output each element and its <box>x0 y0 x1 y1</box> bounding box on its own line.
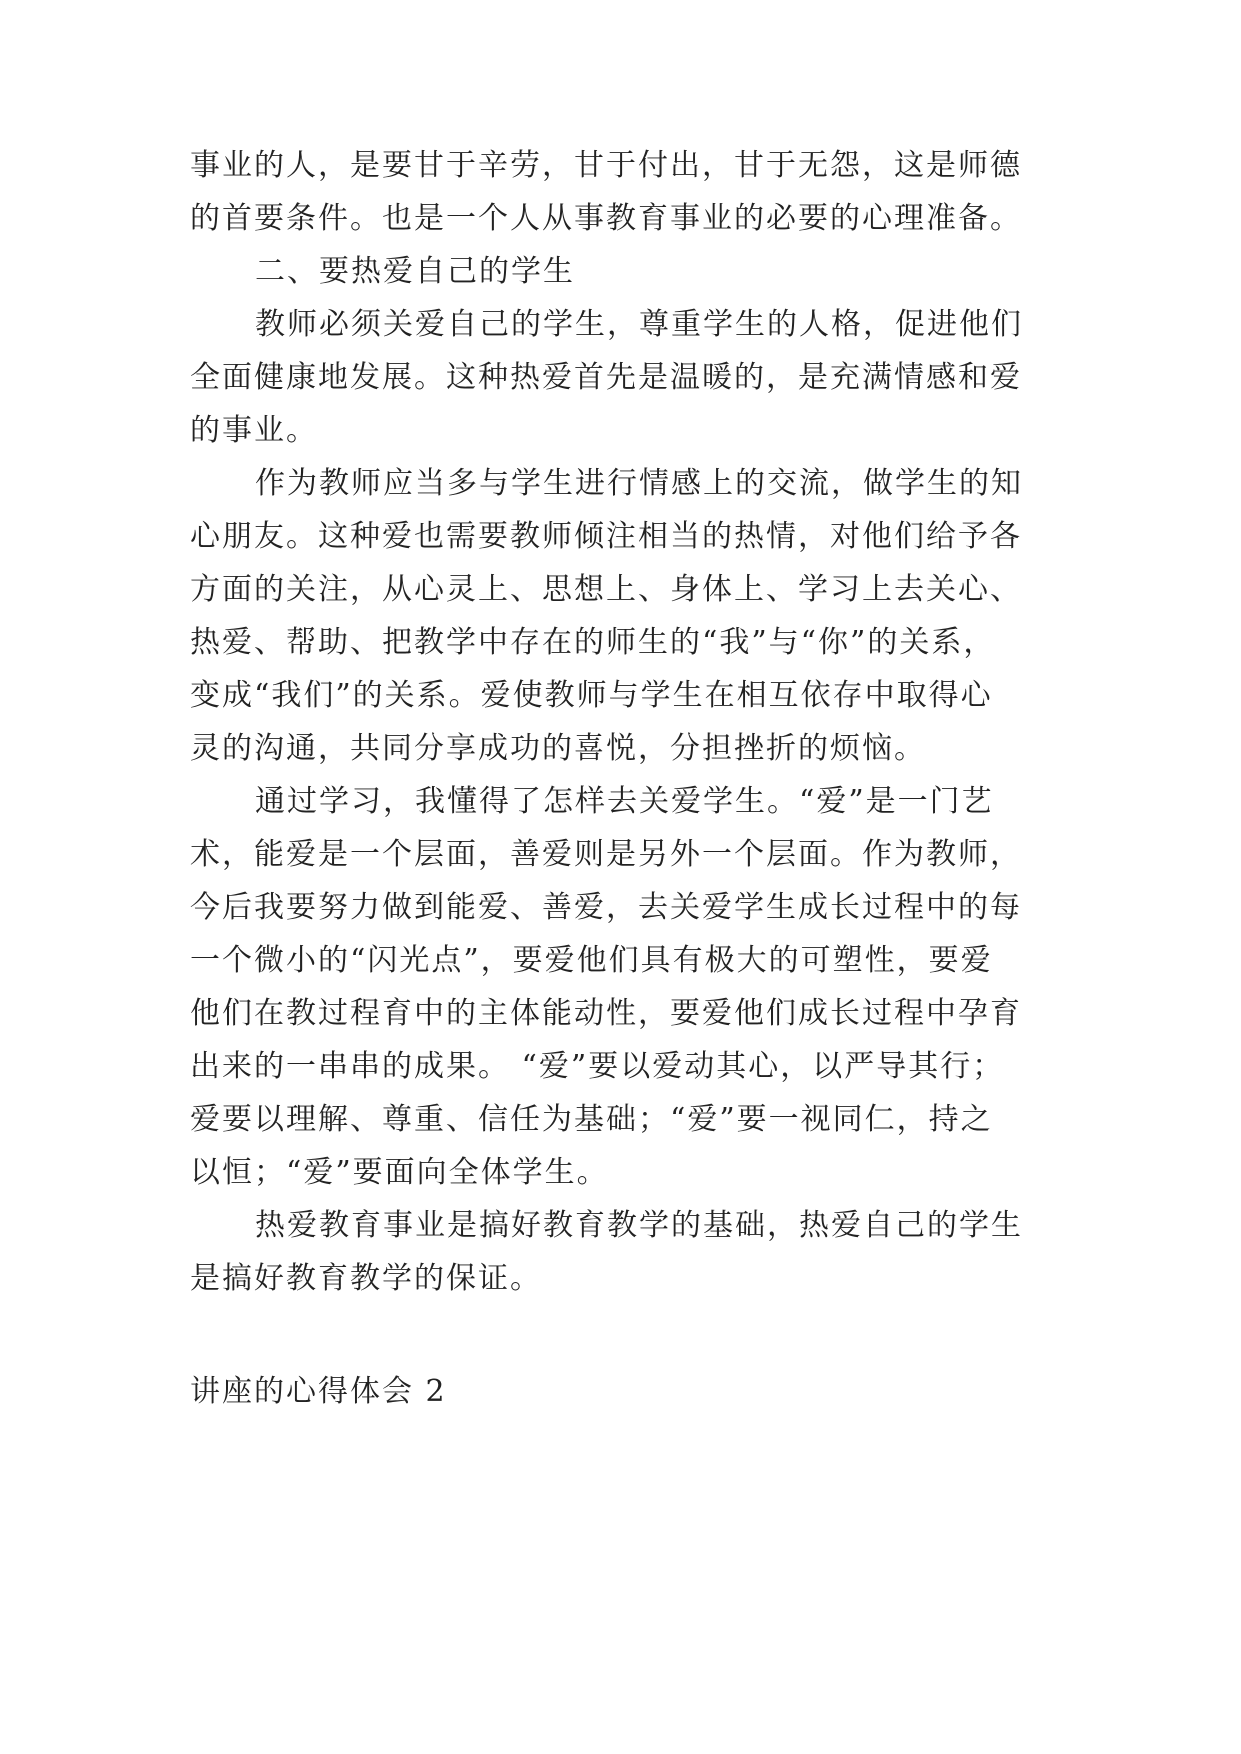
paragraph-line: 是搞好教育教学的保证。 <box>190 1261 542 1296</box>
paragraph-line: 一个微小的“闪光点”，要爱他们具有极大的可塑性，要爱 <box>190 943 993 978</box>
paragraph-line: 灵的沟通，共同分享成功的喜悦，分担挫折的烦恼。 <box>190 731 926 766</box>
paragraph-line: 热爱、帮助、把教学中存在的师生的“我”与“你”的关系， <box>190 625 996 660</box>
paragraph-line: 方面的关注，从心灵上、思想上、身体上、学习上去关心、 <box>190 572 1022 607</box>
paragraph-line: 全面健康地发展。这种热爱首先是温暖的，是充满情感和爱 <box>190 360 1022 395</box>
paragraph-line: 通过学习，我懂得了怎样去关爱学生。“爱”是一门艺 <box>255 784 994 819</box>
paragraph-line: 事业的人，是要甘于辛劳，甘于付出，甘于无怨，这是师德 <box>190 148 1022 183</box>
paragraph-line: 出来的一串串的成果。 “爱”要以爱动其心，以严导其行； <box>190 1049 1005 1084</box>
paragraph-line: 作为教师应当多与学生进行情感上的交流，做学生的知 <box>255 466 1023 501</box>
paragraph-line: 变成“我们”的关系。爱使教师与学生在相互依存中取得心 <box>190 678 993 713</box>
paragraph-line: 爱要以理解、尊重、信任为基础；“爱”要一视同仁，持之 <box>190 1102 993 1137</box>
paragraph-line: 今后我要努力做到能爱、善爱，去关爱学生成长过程中的每 <box>190 890 1022 925</box>
paragraph-line: 术，能爱是一个层面，善爱则是另外一个层面。作为教师， <box>190 837 1022 872</box>
paragraph-line: 他们在教过程育中的主体能动性，要爱他们成长过程中孕育 <box>190 996 1022 1031</box>
paragraph-line: 以恒；“爱”要面向全体学生。 <box>190 1155 609 1190</box>
paragraph-line: 的首要条件。也是一个人从事教育事业的必要的心理准备。 <box>190 201 1022 236</box>
paragraph-line: 热爱教育事业是搞好教育教学的基础，热爱自己的学生 <box>255 1208 1023 1243</box>
paragraph-line: 教师必须关爱自己的学生，尊重学生的人格，促进他们 <box>255 307 1023 342</box>
paragraph-line: 心朋友。这种爱也需要教师倾注相当的热情，对他们给予各 <box>190 519 1022 554</box>
section-title: 讲座的心得体会 2 <box>190 1374 447 1409</box>
section-heading: 二、要热爱自己的学生 <box>255 254 575 289</box>
paragraph-line: 的事业。 <box>190 413 318 448</box>
